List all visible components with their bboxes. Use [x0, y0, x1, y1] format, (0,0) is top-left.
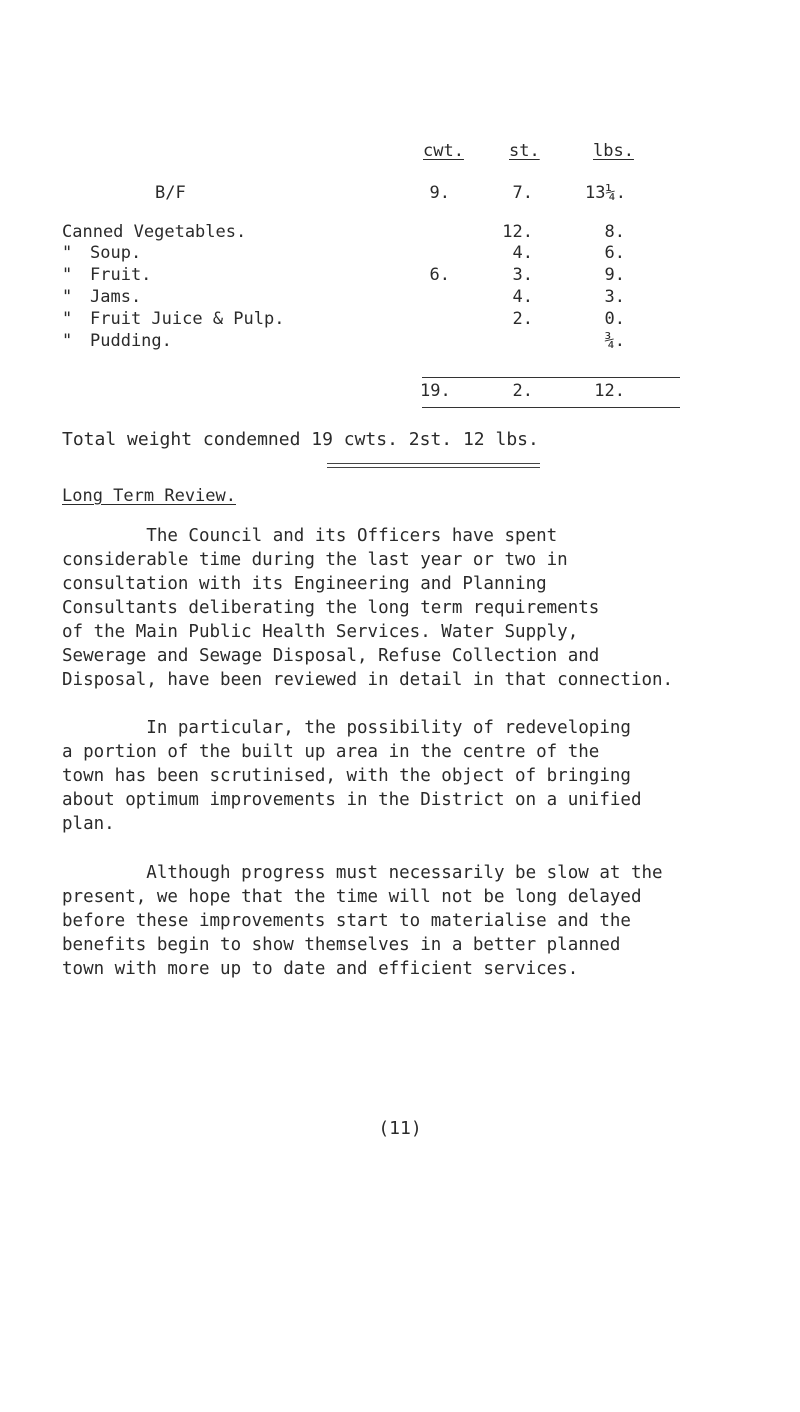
header-st: st. — [509, 141, 540, 161]
cell-cwt: 9. — [429, 183, 450, 203]
cell-lbs: 3. — [604, 287, 625, 307]
paragraph-line: Consultants deliberating the long term requirements — [62, 598, 600, 618]
paragraph-line: of the Main Public Health Services. Water Supply, — [62, 622, 579, 642]
paragraph-line: plan. — [62, 814, 115, 834]
paragraph-line: consultation with its Engineering and Planning — [62, 574, 547, 594]
cell-lbs: ¾. — [604, 331, 625, 351]
paragraph-line: considerable time during the last year or two in — [62, 550, 568, 570]
row-label: Jams. — [90, 287, 142, 307]
cell-st: 4. — [512, 243, 533, 263]
total-lbs: 12. — [594, 381, 625, 401]
ditto-mark: " — [62, 287, 73, 307]
ditto-mark: " — [62, 265, 73, 285]
ditto-mark: " — [62, 243, 73, 263]
row-label: Fruit Juice & Pulp. — [90, 309, 285, 329]
paragraph-line: town has been scrutinised, with the object of bringing — [62, 766, 631, 786]
cell-st: 7. — [512, 183, 533, 203]
page-number: (11) — [378, 1118, 422, 1139]
paragraph-line: present, we hope that the time will not be long delayed — [62, 887, 642, 907]
total-weight-line: Total weight condemned 19 cwts. 2st. 12 lbs. — [62, 429, 539, 450]
cell-lbs: 13¼. — [585, 183, 626, 203]
row-label: Pudding. — [90, 331, 172, 351]
paragraph-line: town with more up to date and efficient services. — [62, 959, 579, 979]
row-label: Soup. — [90, 243, 142, 263]
table-row — [0, 265, 800, 289]
cell-st: 3. — [512, 265, 533, 285]
header-cwt: cwt. — [423, 141, 464, 161]
table-row — [0, 331, 800, 355]
row-label: Canned Vegetables. — [62, 222, 247, 242]
cell-st: 12. — [502, 222, 533, 242]
paragraph-line: benefits begin to show themselves in a better planned — [62, 935, 621, 955]
table-row — [0, 243, 800, 267]
paragraph-line: Although progress must necessarily be slow at the — [62, 863, 663, 883]
header-lbs: lbs. — [593, 141, 634, 161]
paragraph-line: Disposal, have been reviewed in detail in that connection. — [62, 670, 674, 690]
section-heading: Long Term Review. — [62, 486, 236, 506]
paragraph-line: The Council and its Officers have spent — [62, 526, 558, 546]
total-cwt: 19. — [420, 381, 451, 401]
table-row-brought-forward — [0, 183, 800, 207]
cell-lbs: 8. — [604, 222, 625, 242]
ditto-mark: " — [62, 331, 73, 351]
cell-lbs: 9. — [604, 265, 625, 285]
cell-cwt: 6. — [429, 265, 450, 285]
table-row — [0, 287, 800, 311]
paragraph-line: about optimum improvements in the District on a unified — [62, 790, 642, 810]
row-label: Fruit. — [90, 265, 152, 285]
ditto-mark: " — [62, 309, 73, 329]
cell-st: 4. — [512, 287, 533, 307]
table-row — [0, 309, 800, 333]
cell-lbs: 6. — [604, 243, 625, 263]
paragraph-line: Sewerage and Sewage Disposal, Refuse Collection and — [62, 646, 600, 666]
row-label: B/F — [155, 183, 186, 203]
paragraph-line: before these improvements start to materialise and the — [62, 911, 631, 931]
total-st: 2. — [512, 381, 533, 401]
cell-lbs: 0. — [604, 309, 625, 329]
paragraph-line: In particular, the possibility of redeveloping — [62, 718, 631, 738]
cell-st: 2. — [512, 309, 533, 329]
paragraph-line: a portion of the built up area in the centre of the — [62, 742, 600, 762]
